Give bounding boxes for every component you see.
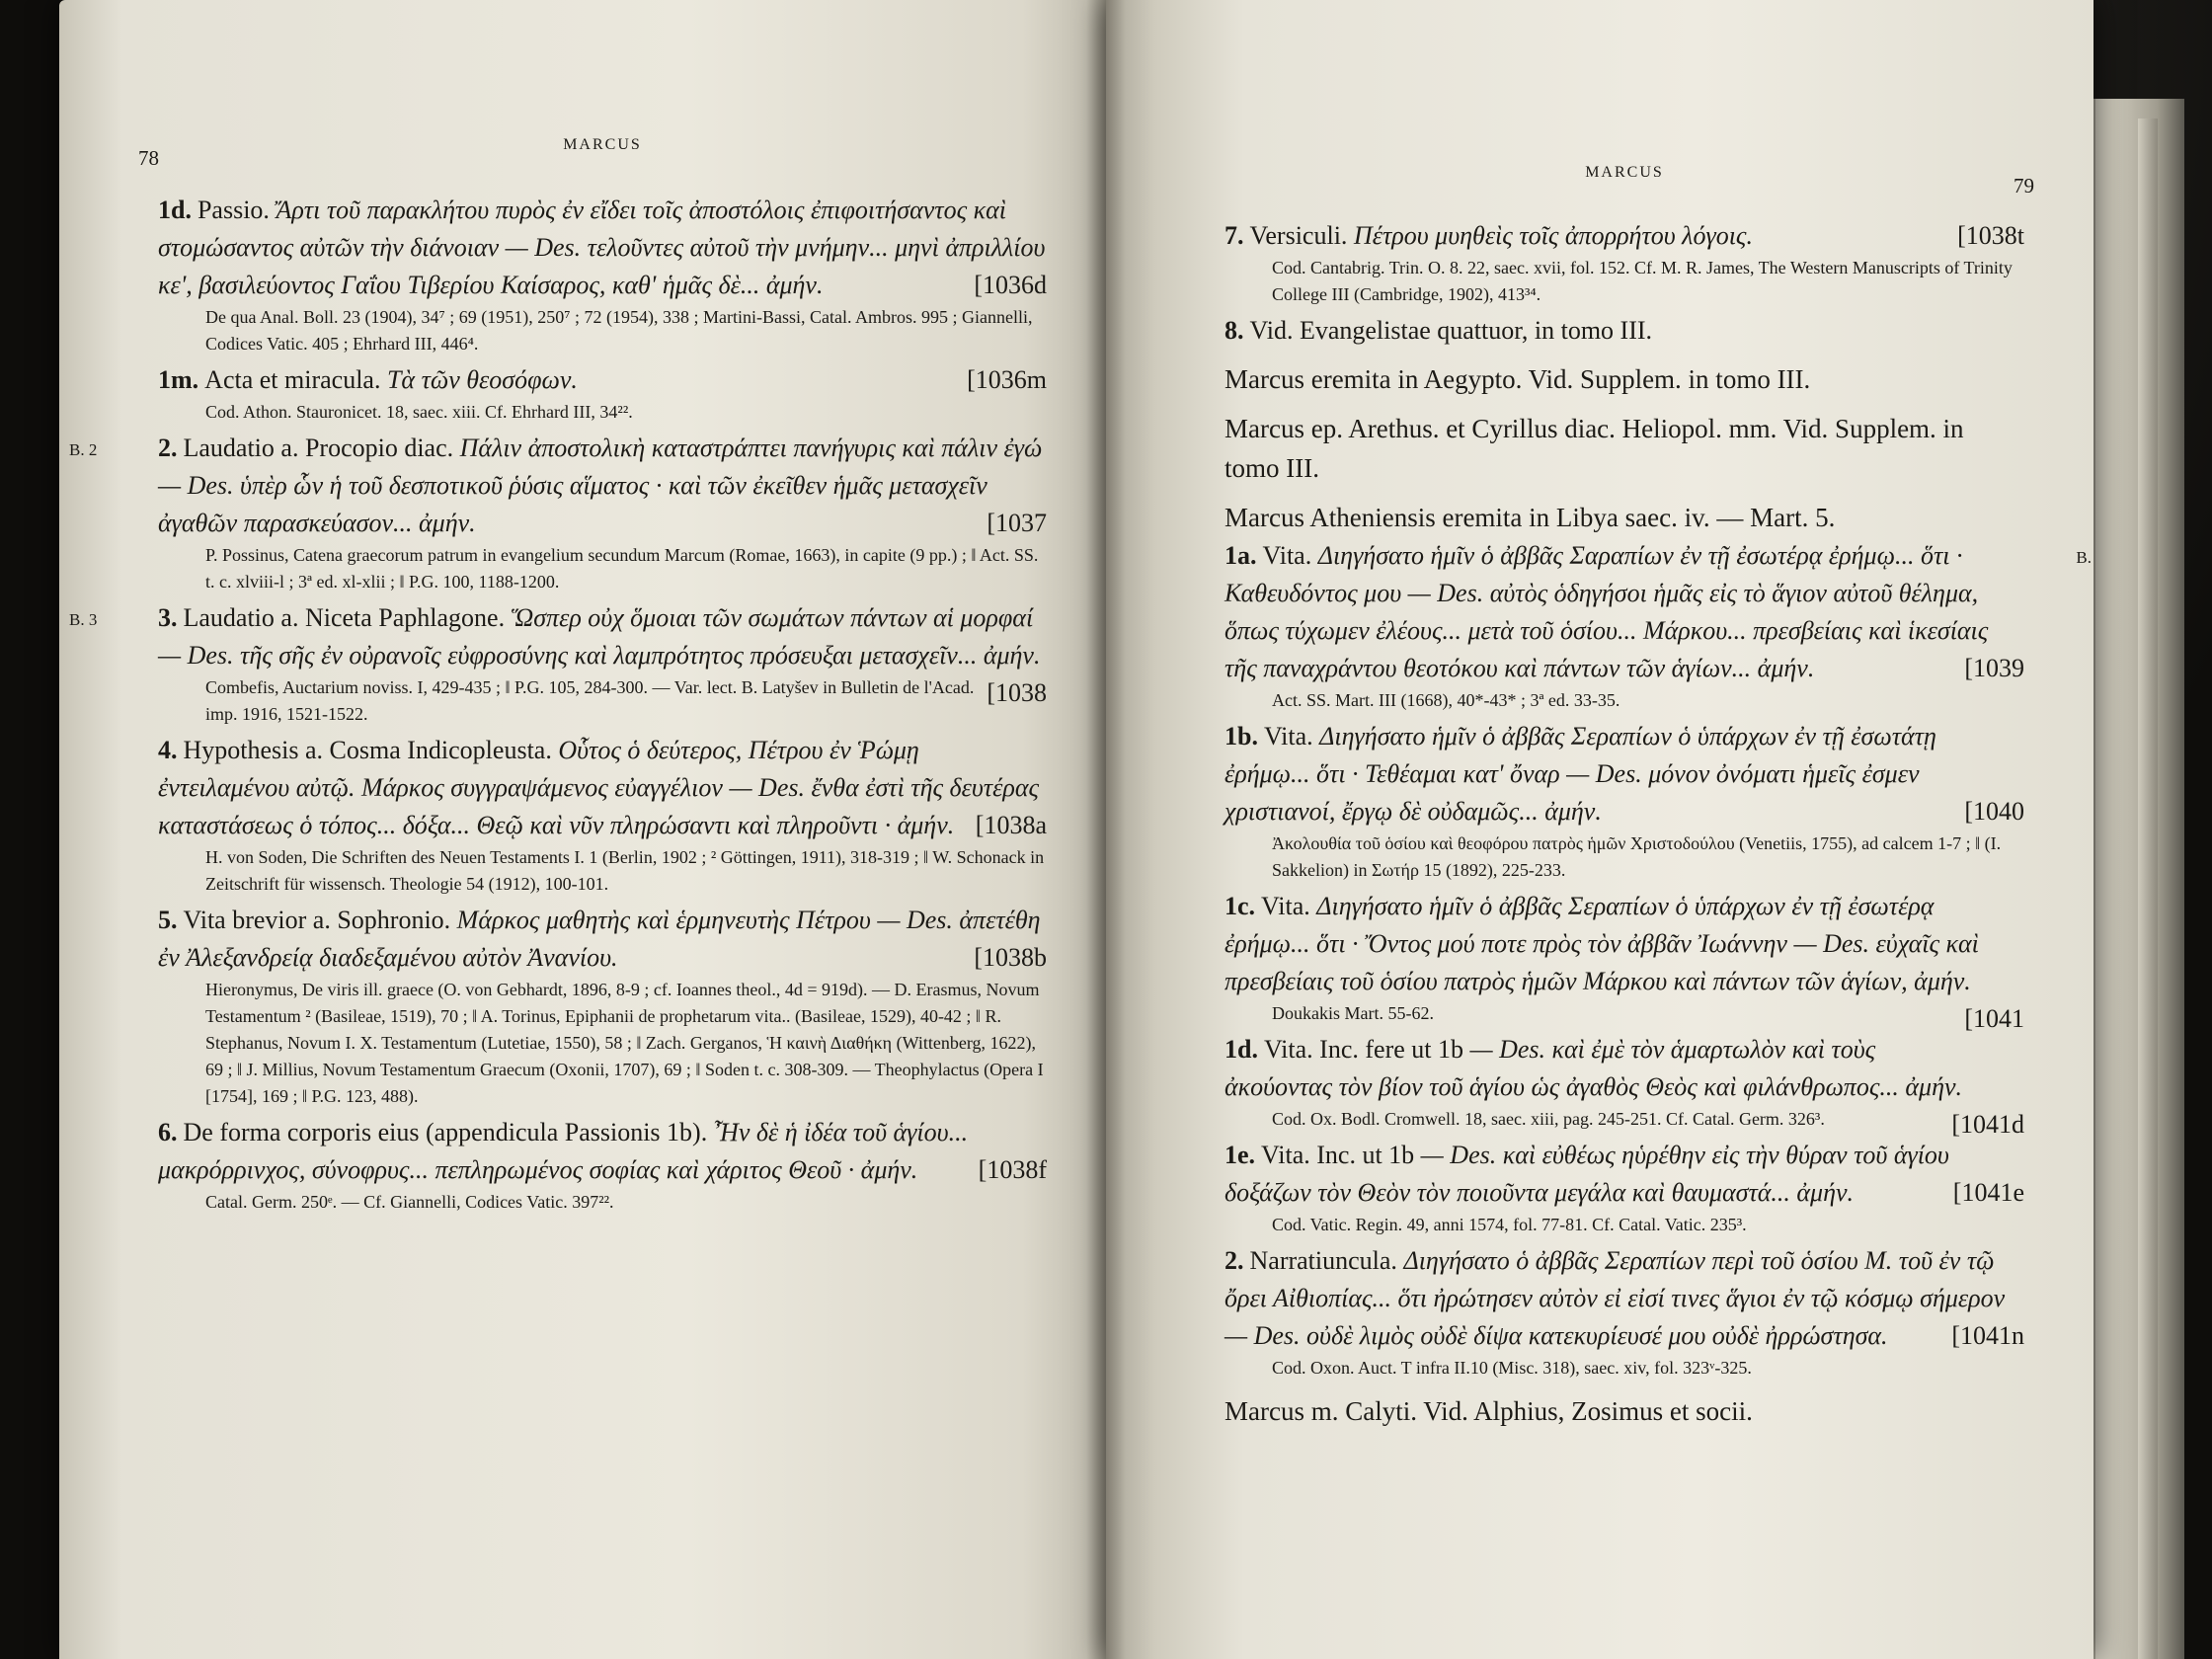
entry-incipit: Διηγήσατο ὁ ἀββᾶς Σεραπίων περὶ τοῦ ὁσίου Μ. τοῦ ἐν τῷ ὄρει Αἰθιοπίας... ὅτι ἠρώτησεν αὐτὸν εἰ εἰσί τινες ἅγιοι ἐν τῷ κόσμῳ σήμερον [1224, 1246, 2006, 1312]
left-page-number: 78 [138, 146, 159, 170]
left-page-header [138, 136, 1047, 192]
left-entry [158, 732, 1047, 898]
entry-title: Versiculi. [1249, 221, 1354, 250]
left-entry [69, 430, 1047, 595]
entry-incipit: Μάρκος μαθητὴς καὶ ἑρμηνευτὴς Πέτρου [456, 906, 878, 934]
entry-incipit: Διηγήσατο ἡμῖν ὁ ἀββᾶς Σαραπίων ἐν τῇ ἐσωτέρᾳ ἐρήμῳ... ὅτι · Καθευδόντος μου [1224, 541, 1963, 607]
entry-title: Vita. [1262, 541, 1318, 570]
right-entry-text [1224, 1242, 2024, 1355]
entry-bhg-number: [1041e [1952, 1178, 2024, 1207]
left-entry-text [69, 430, 1047, 542]
right-entry [1224, 409, 2024, 488]
right-heading-entry: Marcus Atheniensis eremita in Libya saec. iv. — Mart. 5. [1224, 503, 1836, 532]
entry-number: 8. [1224, 316, 1244, 345]
entry-number: 1e. [1224, 1141, 1256, 1169]
entry-number: 1c. [1224, 892, 1256, 920]
entry-incipit: Ὥσπερ οὐχ ὅμοιαι τῶν σωμάτων πάντων αἱ μορφαί [511, 603, 1034, 632]
entry-bhg-number: [1041 [1964, 1004, 2024, 1033]
right-entry-text [1224, 537, 2092, 687]
left-entry [158, 192, 1047, 357]
entry-number: 2. [158, 434, 178, 462]
entry-number: 6. [158, 1118, 178, 1146]
right-entry-text [1224, 1137, 2024, 1212]
entry-title: Vita. [1263, 722, 1320, 750]
entry-title: Vita brevior a. Sophronio. [183, 906, 457, 934]
right-entry [1224, 217, 2024, 308]
entry-bhg-number: [1038b [974, 943, 1047, 972]
entry-incipit: Οὗτος ὁ δεύτερος, Πέτρου ἐν Ῥώμῃ ἐντειλαμένου αὐτῷ. Μάρκος συγγραψάμενος εὐαγγέλιον [158, 736, 919, 802]
left-entry-text [158, 732, 1047, 844]
entry-desinit: — Des. τελοῦντες αὐτοῦ τὴν μνήμην... μηνὶ ἀπριλλίου κε', βασιλεύοντος Γαΐου Τιβερίου Καίσαρος, καθ' ἡμᾶς δὲ... ἀμήν. [158, 233, 1046, 299]
left-entry [158, 1114, 1047, 1216]
entry-reference: Cod. Cantabrig. Trin. O. 8. 22, saec. xvii, fol. 152. Cf. M. R. James, The Western Manuscripts of Trinity College III (Cambridge, 1902), 413³⁴. [1272, 258, 2013, 304]
entry-title: De forma corporis eius (appendicula Passionis 1b). [183, 1118, 714, 1146]
right-entry [1224, 498, 2024, 537]
entry-bhg-number: [1040 [1964, 797, 2024, 826]
left-entry-text [158, 902, 1047, 977]
entry-reference: Cod. Vatic. Regin. 49, anni 1574, fol. 77-81. Cf. Catal. Vatic. 235³. [1272, 1215, 1747, 1234]
entry-title: Laudatio a. Procopio diac. [183, 434, 460, 462]
right-entry [1224, 359, 2024, 399]
entry-number: 1d. [158, 196, 192, 224]
entry-title: Passio. [197, 196, 276, 224]
entry-bhg-number: [1041d [1951, 1110, 2024, 1139]
right-page-header [1224, 148, 2034, 217]
right-heading-entry: Marcus m. Calyti. Vid. Alphius, Zosimus et socii. [1224, 1396, 1753, 1426]
entry-incipit: Πέτρου μυηθεὶς τοῖς ἀπορρήτου λόγοις. [1353, 221, 1753, 250]
entry-incipit: Διηγήσατο ἡμῖν ὁ ἀββᾶς Σεραπίων ὁ ὑπάρχων ἐν τῇ ἐσωτάτῃ ἐρήμῳ... ὅτι · Τεθέαμαι κατ' ὄναρ [1224, 722, 1936, 788]
entry-bhg-number: [1039 [1964, 654, 2024, 682]
right-entry [1224, 312, 2024, 350]
entry-reference: P. Possinus, Catena graecorum patrum in evangelium secundum Marcum (Romae, 1663), in capite (9 pp.) ; ‖ Act. SS. t. c. xlviii-l ; 3ª ed. xl-xlii ; ‖ P.G. 100, 1188-1200. [205, 545, 1039, 592]
entry-desinit: — Des. ἀπετέθη ἐν Ἀλεξανδρείᾳ διαδεξαμένου αὐτὸν Ἀνανίου. [158, 906, 1041, 972]
entry-title: Narratiuncula. [1249, 1246, 1404, 1275]
right-entry [1224, 718, 2024, 884]
entry-reference: Cod. Ox. Bodl. Cromwell. 18, saec. xiii, pag. 245-251. Cf. Catal. Germ. 326³. [1272, 1109, 1825, 1129]
entry-desinit: — Des. ὑπὲρ ὧν ἡ τοῦ δεσποτικοῦ ῥύσις αἵματος · καὶ τῶν ἐκεῖθεν ἡμᾶς μετασχεῖν ἀγαθῶν παρασκεύασον... ἀμήν. [158, 471, 988, 537]
entry-title: Vita. Inc. ut 1b [1261, 1141, 1421, 1169]
entry-reference: Cod. Athon. Stauronicet. 18, saec. xiii. Cf. Ehrhard III, 34²². [205, 402, 633, 422]
entry-reference: H. von Soden, Die Schriften des Neuen Testaments I. 1 (Berlin, 1902 ; ² Göttingen, 1911), 318-319 ; ‖ W. Schonack in Zeitschrift für wissensch. Theologie 54 (1912), 100-101. [205, 847, 1045, 894]
right-running-head: MARCUS [1585, 164, 1664, 181]
entry-desinit: — Des. μόνον ὀνόματι ἡμεῖς ἐσμεν χριστιανοί, ἔργῳ δὲ οὐδαμῶς... ἀμήν. [1224, 759, 1920, 826]
entry-bhg-number: [1038t [1957, 221, 2024, 250]
right-entry [1224, 537, 2092, 714]
entry-reference: De qua Anal. Boll. 23 (1904), 34⁷ ; 69 (1951), 250⁷ ; 72 (1954), 338 ; Martini-Bassi, Catal. Ambros. 995 ; Giannelli, Codices Vatic. 405 ; Ehrhard III, 446⁴. [205, 307, 1033, 354]
entry-bhg-number: [1037 [987, 509, 1047, 537]
entry-number: 5. [158, 906, 178, 934]
entry-number: 1a. [1224, 541, 1257, 570]
right-heading-entry: Marcus ep. Arethus. et Cyrillus diac. Heliopol. mm. Vid. Supplem. in tomo III. [1224, 414, 1964, 483]
entry-title: Vita. [1261, 892, 1317, 920]
right-entry [1224, 1242, 2024, 1382]
entry-bhg-number: [1041n [1951, 1321, 2024, 1350]
right-entry-text [1224, 312, 2024, 350]
right-entry [1224, 888, 2024, 1033]
entry-desinit: — Des. αὐτὸς ὁδηγήσοι ἡμᾶς εἰς τὸ ἅγιον αὐτοῦ θέλημα, ὅπως τύχωμεν ἐλέους... μετὰ τοῦ ὁσίου... Μάρκου... πρεσβείαις καὶ ἱκεσίαις τῆς παναχράντου θεοτόκου καὶ πάντων τῶν ἁγίων... ἀμήν. [1224, 579, 1989, 682]
left-entry-text [158, 192, 1047, 304]
left-page [59, 0, 1106, 1659]
entry-reference: Doukakis Mart. 55-62. [1272, 1003, 1434, 1023]
entry-reference: Catal. Germ. 250ᵉ. — Cf. Giannelli, Codices Vatic. 397²². [205, 1192, 614, 1212]
margin-note: B. 2 [69, 440, 98, 459]
entry-reference: Act. SS. Mart. III (1668), 40*-43* ; 3ª ed. 33-35. [1272, 690, 1620, 710]
entry-number: 7. [1224, 221, 1244, 250]
left-entry-list [69, 192, 1047, 1216]
entry-desinit: — Des. τῆς σῆς ἐν οὐρανοῖς εὐφροσύνης καὶ λαμπρότητος πρόσευξαι μετασχεῖν... ἀμήν. [158, 641, 1041, 670]
entry-bhg-number: [1038 [987, 678, 1047, 707]
entry-desinit: — Des. οὐδὲ λιμὸς οὐδὲ δίψα κατεκυρίευσέ μου οὐδὲ ἠρρώστησα. [1224, 1321, 1888, 1350]
right-entry-text [1224, 718, 2024, 830]
entry-number: 1m. [158, 365, 199, 394]
right-page [1106, 0, 2094, 1659]
entry-reference: Combefis, Auctarium noviss. I, 429-435 ; ‖ P.G. 105, 284-300. — Var. lect. B. Latyšev in Bulletin de l'Acad. imp. 1916, 1521-1522. [205, 677, 975, 724]
entry-number: 1b. [1224, 722, 1258, 750]
entry-number: 3. [158, 603, 178, 632]
margin-note: B. 3 [69, 610, 98, 629]
entry-title: Acta et miracula. [204, 365, 387, 394]
book-page-edges-inner [2138, 118, 2158, 1659]
right-entry-text [1224, 217, 2024, 255]
entry-desinit: — Des. εὐχαῖς καὶ πρεσβείαις τοῦ ὁσίου πατρὸς ἡμῶν Μάρκου καὶ πάντων τῶν ἁγίων, ἀμήν. [1224, 929, 1979, 995]
entry-incipit: Ἦν δὲ ἡ ἰδέα τοῦ ἁγίου... μακρόρρινχος, σύνοφρυς... πεπληρωμένος σοφίας καὶ χάριτος Θεοῦ · ἀμήν. [158, 1118, 969, 1184]
right-page-number: 79 [2014, 174, 2034, 198]
entry-title: Vita. Inc. fere ut 1b [1263, 1035, 1470, 1064]
entry-bhg-number: [1036d [974, 271, 1047, 299]
entry-title: Hypothesis a. Cosma Indicopleusta. [183, 736, 559, 764]
margin-note: B. [2076, 548, 2092, 567]
right-entry-list [1224, 217, 2092, 1431]
left-entry [158, 361, 1047, 426]
entry-incipit: Τὰ τῶν θεοσόφων. [386, 365, 578, 394]
entry-title: Vid. Evangelistae quattuor, in tomo III. [1249, 316, 1653, 345]
entry-number: 4. [158, 736, 178, 764]
entry-incipit: Ἄρτι τοῦ παρακλήτου πυρὸς ἐν εἴδει τοῖς ἀποστόλοις ἐπιφοιτήσαντος καὶ στομώσαντος αὐτῶν τὴν διάνοιαν [158, 196, 1006, 262]
entry-desinit: — Des. ἔνθα ἐστὶ τῆς δευτέρας καταστάσεως ὁ τόπος... δόξα... Θεῷ καὶ νῦν πληρώσαντι καὶ πληροῦντι · ἀμήν. [158, 773, 1040, 839]
right-entry [1224, 1031, 2024, 1139]
entry-bhg-number: [1038f [978, 1155, 1047, 1184]
entry-incipit: Πάλιν ἀποστολικὴ καταστράπτει πανήγυρις καὶ πάλιν ἐγώ [459, 434, 1043, 462]
left-entry [158, 902, 1047, 1110]
entry-number: 2. [1224, 1246, 1244, 1275]
right-entry [1224, 1137, 2024, 1238]
entry-desinit: — Des. καὶ ἐμὲ τὸν ἁμαρτωλὸν καὶ τοὺς ἀκούοντας τὸν βίον τοῦ ἁγίου ὡς ἀγαθὸς Θεὸς καὶ φιλάνθρωπος... ἀμήν. [1224, 1035, 1963, 1101]
left-running-head: MARCUS [563, 136, 642, 153]
book-gutter [1086, 0, 1126, 1659]
entry-reference: Hieronymus, De viris ill. graece (O. von Gebhardt, 1896, 8-9 ; cf. Ioannes theol., 4d = 919d). — D. Erasmus, Novum Testamentum ² (Basileae, 1519), 70 ; ‖ A. Torinus, Epiphanii de prophetarum vita.. (Basileae, 1529), 40-42 ; ‖ R. Stephanus, Novum I. X. Testamentum (Lutetiae, 1550), 58 ; ‖ Zach. Gerganos, Ἡ καινὴ Διαθήκη (Wittenberg, 1622), 69 ; ‖ J. Millius, Novum Testamentum Graecum (Oxonii, 1707), 69 ; ‖ Soden t. c. 308-309. — Theophylactus (Opera I [1754], 169 ; ‖ P.G. 123, 488). [205, 980, 1044, 1106]
left-entry-text [158, 361, 1047, 399]
entry-reference: Cod. Oxon. Auct. T infra II.10 (Misc. 318), saec. xiv, fol. 323ᵛ-325. [1272, 1358, 1752, 1378]
entry-incipit: Διηγήσατο ἡμῖν ὁ ἀββᾶς Σεραπίων ὁ ὑπάρχων ἐν τῇ ἐσωτέρᾳ ἐρήμῳ... ὅτι · Ὄντος μού ποτε πρὸς τὸν ἀββᾶν Ἰωάννην [1224, 892, 1935, 958]
entry-bhg-number: [1038a [975, 811, 1047, 839]
entry-desinit: — Des. καὶ εὐθέως ηὑρέθην εἰς τὴν θύραν τοῦ ἁγίου δοξάζων τὸν Θεὸν τὸν ποιοῦντα μεγάλα καὶ θαυμαστά... ἀμήν. [1224, 1141, 1949, 1207]
entry-reference: Ἀκολουθία τοῦ ὁσίου καὶ θεοφόρου πατρὸς ἡμῶν Χριστοδούλου (Venetiis, 1755), ad calcem 1-7 ; ‖ (I. Sakkelion) in Σωτήρ 15 (1892), 225-233. [1272, 833, 2002, 880]
left-entry [69, 599, 1047, 728]
entry-title: Laudatio a. Niceta Paphlagone. [183, 603, 512, 632]
entry-number: 1d. [1224, 1035, 1258, 1064]
left-entry-text [158, 1114, 1047, 1189]
entry-bhg-number: [1036m [967, 365, 1047, 394]
right-heading-entry: Marcus eremita in Aegypto. Vid. Supplem. in tomo III. [1224, 364, 1811, 394]
right-entry [1224, 1391, 2024, 1431]
